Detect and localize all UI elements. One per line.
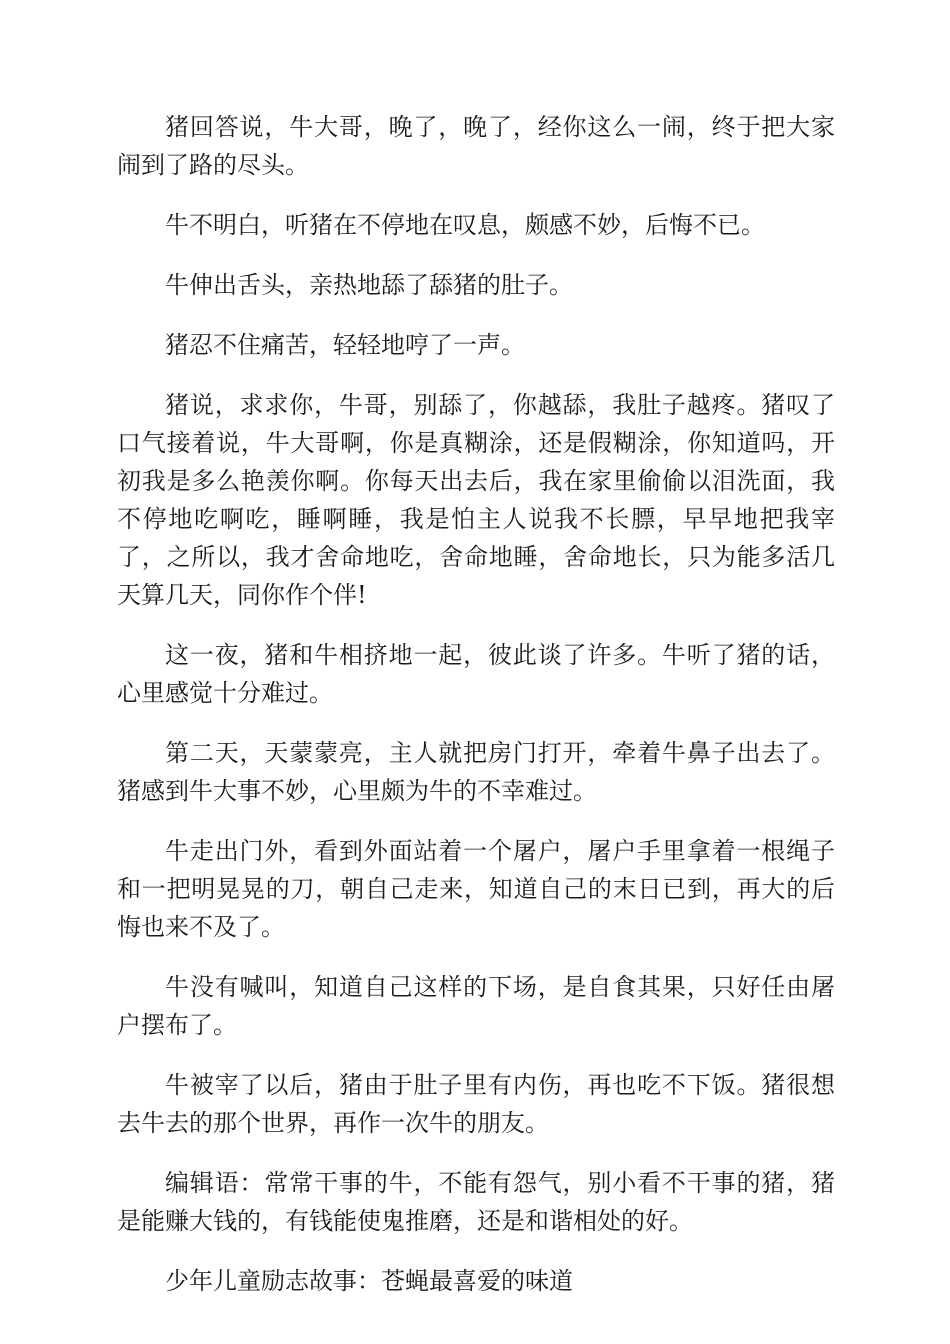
- paragraph: 牛被宰了以后，猪由于肚子里有内伤，再也吃不下饭。猪很想去牛去的那个世界，再作一次牛的朋友。: [117, 1071, 835, 1137]
- paragraph: 猪回答说，牛大哥，晚了，晚了，经你这么一闹，终于把大家闹到了路的尽头。: [117, 113, 835, 179]
- paragraph: 第二天，天蒙蒙亮，主人就把房门打开，牵着牛鼻子出去了。猪感到牛大事不妙，心里颇为牛的不幸难过。: [117, 739, 835, 805]
- paragraph: 这一夜，猪和牛相挤地一起，彼此谈了许多。牛听了猪的话，心里感觉十分难过。: [117, 641, 835, 707]
- section-heading: 少年儿童励志故事：苍蝇最喜爱的味道: [165, 1267, 573, 1295]
- paragraph: 猪忍不住痛苦，轻轻地哼了一声。: [165, 331, 525, 359]
- paragraph: 编辑语：常常干事的牛，不能有怨气，别小看不干事的猪，猪是能赚大钱的，有钱能使鬼推磨，还是和谐相处的好。: [117, 1169, 835, 1235]
- paragraph: 猪说，求求你，牛哥，别舔了，你越舔，我肚子越疼。猪叹了口气接着说，牛大哥啊，你是真糊涂，还是假糊涂，你知道吗，开初我是多么艳羡你啊。你每天出去后，我在家里偷偷以泪洗面，我不停地吃啊吃，睡啊睡，我是怕主人说我不长膘，早早地把我宰了，之所以，我才舍命地吃，舍命地睡，舍命地长，只为能多活几天算几天，同你作个伴!: [117, 391, 835, 609]
- paragraph: 牛伸出舌头，亲热地舔了舔猪的肚子。: [165, 271, 573, 299]
- paragraph: 牛没有喊叫，知道自己这样的下场，是自食其果，只好任由屠户摆布了。: [117, 973, 835, 1039]
- document-body: [117, 108, 835, 1322]
- paragraph: 牛不明白，听猪在不停地在叹息，颇感不妙，后悔不已。: [165, 211, 765, 239]
- paragraph: 牛走出门外，看到外面站着一个屠户，屠户手里拿着一根绳子和一把明晃晃的刀，朝自己走来，知道自己的末日已到，再大的后悔也来不及了。: [117, 837, 835, 941]
